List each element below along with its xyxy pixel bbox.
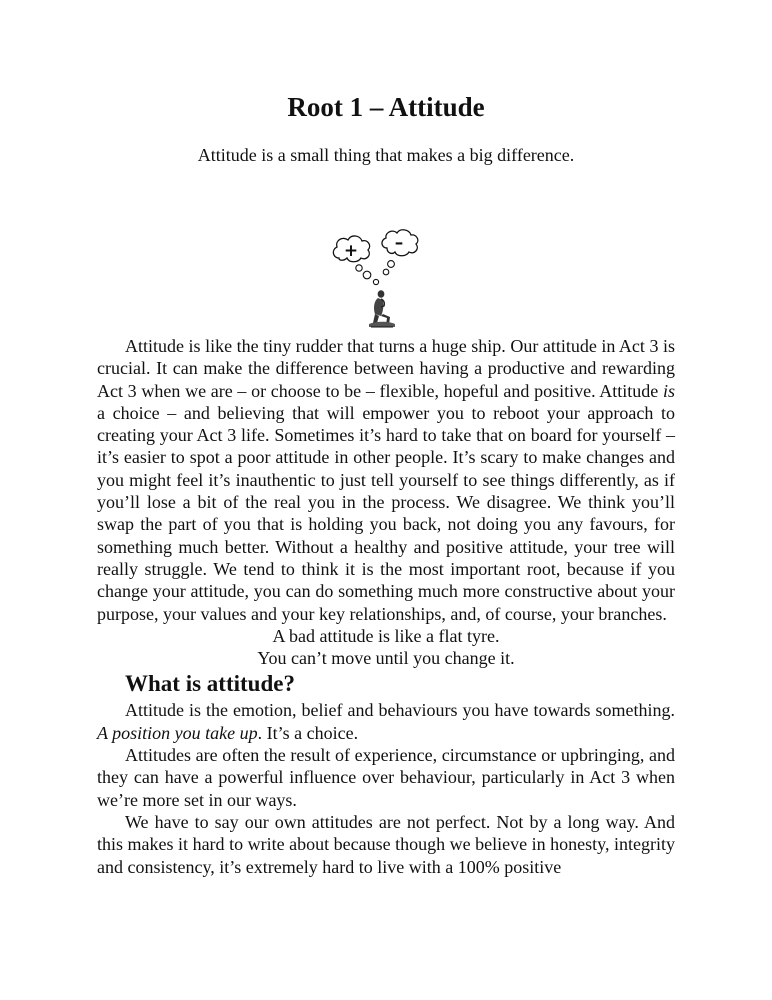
plus-symbol: + bbox=[343, 241, 359, 261]
quote-line: You can’t move until you change it. bbox=[257, 648, 515, 669]
chapter-epigraph: Attitude is a small thing that makes a big difference. bbox=[197, 145, 575, 165]
chapter-title: Root 1 – Attitude bbox=[287, 92, 485, 122]
chapter-body bbox=[97, 335, 675, 878]
minus-symbol: – bbox=[394, 233, 404, 253]
intro-paragraph: Attitude is like the tiny rudder that turns a huge ship. Our attitude in Act 3 is crucial. It can make the difference between having a productive and rewarding Act 3 when we are – or choose to be – flexible, hopeful and positive. Attitude is a choice – and believing that will empower you to reboot your approach to creating your Act 3 life. Sometimes it’s hard to take that on board for yourself – it’s easier to spot a poor attitude in other people. It’s scary to make changes and you might feel it’s inauthentic to just tell yourself to see things differently, as if you’ll lose a bit of the real you in the process. We disagree. We think you’ll swap the part of you that is holding you back, not doing you any favours, for something much better. Without a healthy and positive attitude, your tree will really struggle. We tend to think it is the most important root, because if you change your attitude, you can do something much more constructive about your purpose, your values and your key relationships, and, of course, your branches. bbox=[97, 336, 675, 624]
emphasis: is bbox=[662, 380, 675, 401]
section-paragraph: We have to say our own attitudes are not perfect. Not by a long way. And this makes it hard to write about because though we believe in honesty, integrity and consistency, it’s extremely hard to live with a 100% positive bbox=[97, 811, 675, 877]
emphasis: A position you take up bbox=[97, 722, 258, 743]
section-paragraph: Attitude is the emotion, belief and behaviours you have towards something. A position you take up. It’s a choice. bbox=[97, 700, 675, 743]
thinker-with-plus-minus-thought-bubbles-icon bbox=[329, 228, 433, 332]
section-paragraph: Attitudes are often the result of experience, circumstance or upbringing, and they can have a powerful influence over behaviour, particularly in Act 3 when we’re more set in our ways. bbox=[97, 745, 675, 810]
section-heading: What is attitude? bbox=[125, 671, 295, 697]
quote-line: A bad attitude is like a flat tyre. bbox=[272, 625, 500, 646]
